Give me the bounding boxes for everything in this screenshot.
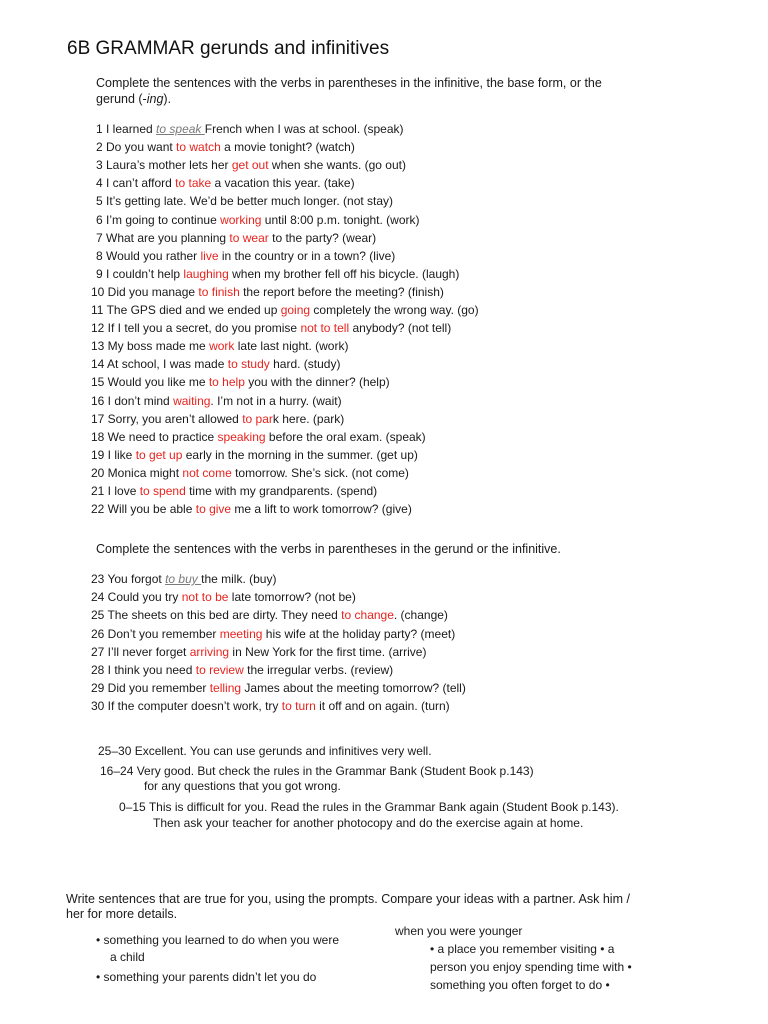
exercise-item — [91, 608, 448, 622]
exercise-text: 11 The GPS died and we ended up — [91, 303, 281, 317]
exercise-text: 1 I learned — [96, 122, 157, 136]
exercise-text: 21 I love — [91, 484, 140, 498]
answer: to review — [195, 663, 244, 677]
exercise-item — [91, 285, 444, 299]
answer: working — [220, 212, 262, 227]
prompt-item: person you enjoy spending time with • — [430, 960, 632, 974]
answer: telling — [209, 681, 242, 696]
exercise-item — [91, 375, 390, 389]
exercise-item — [91, 448, 418, 462]
answer: to take — [175, 176, 212, 191]
answer: arriving — [189, 644, 230, 659]
exercise-item — [91, 627, 455, 641]
answer: to change — [341, 608, 394, 623]
exercise-item — [96, 140, 355, 154]
exercise-item — [91, 681, 466, 695]
exercise-item — [91, 663, 393, 677]
exercise-item — [96, 122, 404, 136]
score-band-mid: 16–24 Very good. But check the rules in the Grammar Bank (Student Book p.143) — [100, 764, 534, 778]
answer: to get up — [135, 447, 183, 462]
exercise-text: 12 If I tell you a secret, do you promise — [91, 321, 301, 336]
exercise-text: the report before the meeting? (finish) — [239, 284, 444, 299]
exercise-text: time with my grandparents. (spend) — [185, 484, 378, 498]
exercise-text: 30 If the computer doesn’t work, try — [91, 699, 282, 714]
exercise-text: 7 What are you planning — [96, 230, 230, 245]
answer: to wear — [229, 230, 269, 245]
answer: to help — [208, 375, 245, 390]
answer: speaking — [217, 429, 266, 444]
prompt-item: • a place you remember visiting • a — [430, 942, 615, 956]
exercise-text: French when I was at school. (speak) — [204, 122, 404, 136]
exercise-text: 5 It’s getting late. We’d be better much longer. (not stay) — [96, 194, 394, 209]
exercise-text: when my brother fell off his bicycle. (laugh) — [228, 266, 460, 281]
exercise-item — [96, 267, 459, 281]
exercise-item — [96, 194, 393, 208]
page-title: 6B GRAMMAR gerunds and infinitives — [67, 38, 390, 59]
exercise-text: 6 I’m going to continue — [96, 212, 221, 227]
section1-instruction-cont: gerund (-ing). — [96, 92, 172, 106]
exercise-text: . I’m not in a hurry. (wait) — [210, 393, 342, 408]
exercise-text: 29 Did you remember — [91, 681, 210, 696]
exercise-text: 17 Sorry, you aren’t allowed — [91, 411, 243, 426]
exercise-item — [91, 412, 344, 426]
answer: laughing — [183, 266, 229, 281]
answer: work — [209, 339, 235, 354]
exercise-item — [96, 231, 376, 245]
exercise-text: 18 We need to practice — [91, 429, 218, 444]
exercise-text: a movie tonight? (watch) — [220, 140, 355, 155]
prompt-item-cont: a child — [110, 950, 145, 964]
exercise-text: 16 I don’t mind — [91, 393, 174, 408]
exercise-text: 24 Could you try — [91, 590, 182, 605]
exercise-text: when she wants. (go out) — [268, 158, 406, 173]
exercise-text: 28 I think you need — [91, 663, 196, 677]
exercise-item — [91, 484, 377, 498]
section3-instruction: Write sentences that are true for you, using the prompts. Compare your ideas with a partner. Ask him / — [66, 892, 630, 906]
answer: to give — [195, 502, 232, 517]
section1-instruction: Complete the sentences with the verbs in parentheses in the infinitive, the base form, or the — [96, 76, 602, 90]
exercise-text: a vacation this year. (take) — [211, 176, 355, 191]
exercise-text: 23 You forgot — [91, 572, 166, 586]
exercise-text: in New York for the first time. (arrive) — [229, 644, 427, 659]
exercise-item — [91, 321, 451, 335]
exercise-text: his wife at the holiday party? (meet) — [262, 626, 456, 641]
answer: waiting — [173, 393, 211, 408]
prompt-item: • something your parents didn’t let you do — [96, 970, 317, 984]
answer: not to be — [181, 590, 229, 605]
exercise-text: 8 Would you rather — [96, 248, 201, 263]
exercise-item — [91, 394, 342, 408]
example-answer: to buy — [165, 572, 202, 586]
exercise-text: late last night. (work) — [234, 339, 349, 354]
exercise-text: 13 My boss made me — [91, 339, 210, 354]
exercise-item — [91, 339, 348, 353]
answer: to par — [242, 411, 273, 426]
exercise-text: hard. (study) — [269, 357, 341, 372]
exercise-text: . (change) — [393, 608, 448, 623]
exercise-text: James about the meeting tomorrow? (tell) — [241, 681, 466, 696]
score-band-high: 25–30 Excellent. You can use gerunds and infinitives very well. — [98, 744, 432, 758]
exercise-text: 3 Laura’s mother lets her — [96, 158, 232, 173]
exercise-item — [91, 502, 412, 516]
exercise-text: in the country or in a town? (live) — [218, 248, 396, 263]
exercise-text: k here. (park) — [272, 411, 345, 426]
exercise-text: anybody? (not tell) — [349, 321, 452, 336]
exercise-text: 2 Do you want — [96, 140, 177, 155]
exercise-text: 15 Would you like me — [91, 375, 209, 390]
score-band-low-cont: Then ask your teacher for another photocopy and do the exercise again at home. — [153, 816, 584, 830]
exercise-text: to the party? (wear) — [268, 230, 377, 245]
answer: to watch — [176, 140, 221, 155]
exercise-text: it off and on again. (turn) — [315, 699, 450, 714]
exercise-item — [91, 645, 426, 659]
answer: to study — [227, 357, 270, 372]
answer: to spend — [139, 484, 186, 498]
exercise-text: the irregular verbs. (review) — [243, 663, 394, 677]
answer: get out — [231, 158, 269, 173]
answer: not to tell — [300, 321, 350, 336]
exercise-text: before the oral exam. (speak) — [265, 429, 426, 444]
answer: going — [280, 303, 311, 317]
exercise-text: until 8:00 p.m. tonight. (work) — [261, 212, 420, 227]
exercise-text: the milk. (buy) — [201, 572, 277, 586]
exercise-text: 9 I couldn’t help — [96, 266, 184, 281]
exercise-item — [91, 357, 340, 371]
section3-instruction-cont: her for more details. — [66, 907, 178, 921]
example-answer: to speak — [156, 122, 205, 136]
score-band-low: 0–15 This is difficult for you. Read the rules in the Grammar Bank again (Student Book p.143). — [119, 800, 619, 814]
answer: meeting — [219, 626, 263, 641]
exercise-item — [91, 430, 426, 444]
answer: live — [200, 248, 219, 263]
exercise-text: 10 Did you manage — [91, 284, 199, 299]
prompt-item: something you often forget to do • — [430, 978, 610, 992]
exercise-item — [91, 699, 450, 713]
section2-instruction: Complete the sentences with the verbs in parentheses in the gerund or the infinitive. — [96, 542, 561, 556]
exercise-text: 19 I like — [91, 447, 136, 462]
exercise-text: 27 I’ll never forget — [91, 644, 190, 659]
answer: to finish — [198, 284, 240, 299]
exercise-text: 25 The sheets on this bed are dirty. They need — [91, 608, 342, 623]
answer: not come — [182, 465, 232, 480]
exercise-item — [96, 213, 420, 227]
exercise-text: tomorrow. She’s sick. (not come) — [231, 465, 409, 480]
answer: to turn — [281, 699, 316, 714]
exercise-text: 26 Don’t you remember — [91, 626, 220, 641]
prompt-item-cont: when you were younger — [395, 924, 523, 938]
exercise-text: 4 I can’t afford — [96, 176, 176, 191]
prompt-item: • something you learned to do when you were — [96, 933, 340, 947]
exercise-item — [91, 572, 276, 586]
exercise-text: 20 Monica might — [91, 465, 183, 480]
score-band-mid-cont: for any questions that you got wrong. — [144, 779, 341, 793]
exercise-item — [96, 158, 406, 172]
exercise-text: 22 Will you be able — [91, 502, 196, 517]
exercise-item — [91, 590, 356, 604]
exercise-text: early in the morning in the summer. (get up) — [182, 447, 418, 462]
exercise-item — [96, 249, 395, 263]
exercise-text: 14 At school, I was made — [91, 357, 228, 372]
exercise-item — [91, 466, 409, 480]
exercise-text: me a lift to work tomorrow? (give) — [231, 502, 412, 517]
exercise-text: completely the wrong way. (go) — [310, 303, 479, 317]
exercise-item — [96, 176, 355, 190]
exercise-text: late tomorrow? (not be) — [228, 590, 356, 605]
exercise-text: you with the dinner? (help) — [244, 375, 390, 390]
exercise-item — [91, 303, 479, 317]
